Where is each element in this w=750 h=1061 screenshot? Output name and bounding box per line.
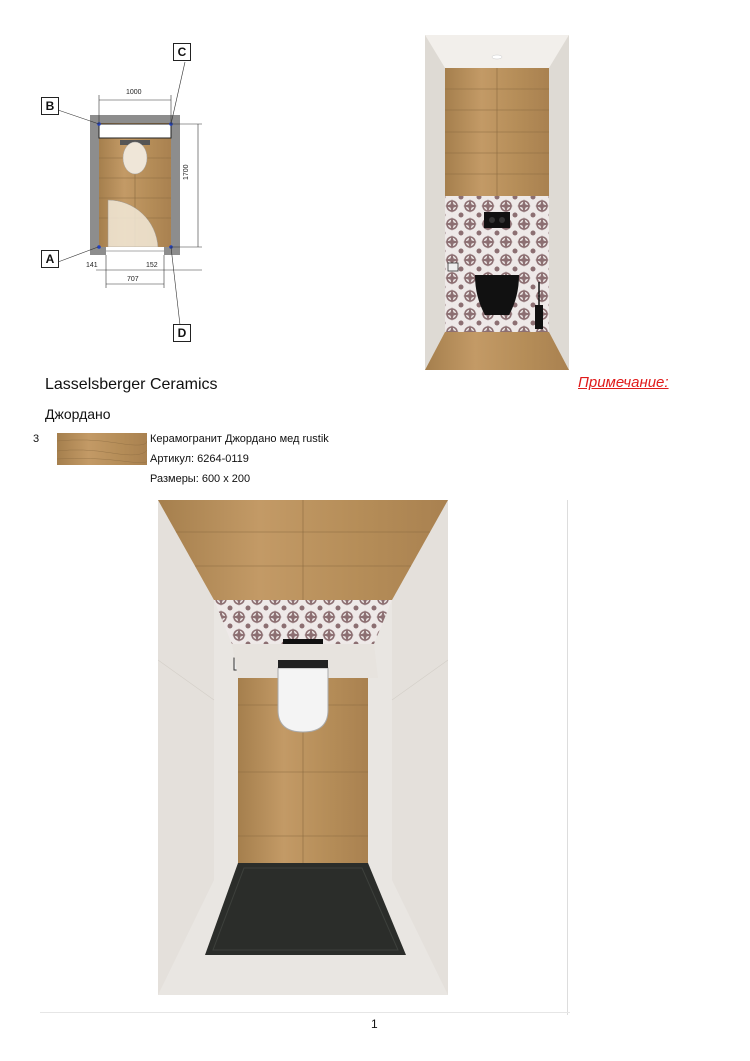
plan-label-b: B — [41, 97, 59, 115]
page-divider — [567, 500, 568, 1015]
dim-width: 1000 — [126, 89, 142, 96]
tile-number: 3 — [33, 433, 40, 445]
tile-article: Артикул: 6264-0119 — [150, 453, 249, 465]
page-bottom-rule — [40, 1012, 570, 1013]
tile-name: Керамогранит Джордано мед rustik — [150, 433, 329, 445]
wall-elevation-view — [425, 35, 569, 370]
dim-depth: 1700 — [183, 164, 190, 180]
collection-name: Джордано — [45, 406, 111, 422]
brand-name: Lasselsberger Ceramics — [45, 376, 218, 393]
dim-right-offset: 152 — [146, 262, 158, 269]
dim-left-offset: 141 — [86, 262, 98, 269]
plan-label-a: A — [41, 250, 59, 268]
top-down-perspective-view — [158, 500, 448, 995]
plan-label-c: C — [173, 43, 191, 61]
note-heading: Примечание: — [578, 374, 669, 391]
page-number: 1 — [371, 1017, 378, 1031]
plan-label-d: D — [173, 324, 191, 342]
floor-plan — [30, 40, 230, 340]
tile-size: Размеры: 600 x 200 — [150, 473, 251, 485]
tile-swatch-image — [57, 433, 147, 465]
dim-door: 707 — [127, 276, 139, 283]
